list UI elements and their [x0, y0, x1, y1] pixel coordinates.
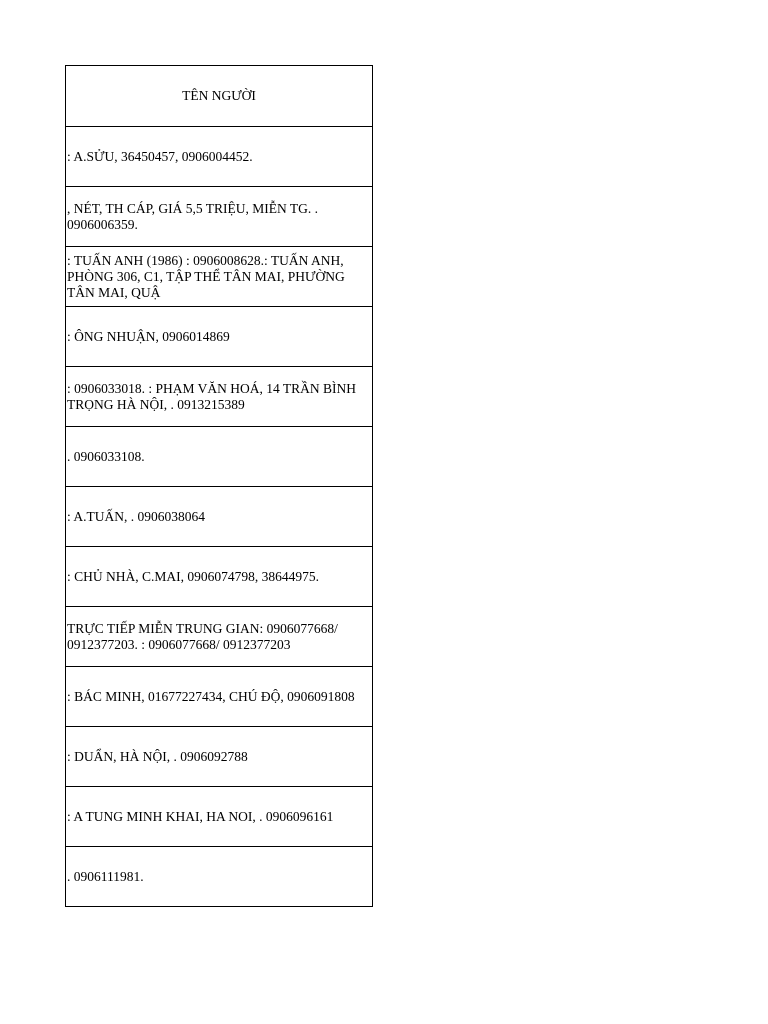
table-row: [66, 247, 373, 307]
table-cell: . 0906033108.: [66, 427, 373, 487]
table-cell: : A TUNG MINH KHAI, HA NOI, . 0906096161: [66, 787, 373, 847]
table-row: [66, 487, 373, 547]
table-row: [66, 667, 373, 727]
column-header-ten-nguoi: TÊN NGƯỜI: [66, 66, 373, 127]
table-cell: : A.SỬU, 36450457, 0906004452.: [66, 127, 373, 187]
table-cell: : BÁC MINH, 01677227434, CHÚ ĐỘ, 0906091808: [66, 667, 373, 727]
table-cell: : ÔNG NHUẬN, 0906014869: [66, 307, 373, 367]
table-cell: , NÉT, TH CÁP, GIÁ 5,5 TRIỆU, MIỄN TG. . 0906006359.: [66, 187, 373, 247]
table-cell: : 0906033018. : PHẠM VĂN HOÁ, 14 TRẦN BÌNH TRỌNG HÀ NỘI, . 0913215389: [66, 367, 373, 427]
table-cell: . 0906111981.: [66, 847, 373, 907]
contact-table: [65, 65, 373, 907]
table-row: [66, 367, 373, 427]
table-cell: : TUẤN ANH (1986) : 0906008628.: TUẤN ANH, PHÒNG 306, C1, TẬP THỂ TÂN MAI, PHƯỜNG TÂN MAI, QUẬ: [66, 247, 373, 307]
table-cell: : DUẨN, HÀ NỘI, . 0906092788: [66, 727, 373, 787]
table-header-row: [66, 66, 373, 127]
table-cell: TRỰC TIẾP MIỄN TRUNG GIAN: 0906077668/ 0912377203. : 0906077668/ 0912377203: [66, 607, 373, 667]
table-cell: : CHỦ NHÀ, C.MAI, 0906074798, 38644975.: [66, 547, 373, 607]
table-row: [66, 607, 373, 667]
table-row: [66, 847, 373, 907]
table-row: [66, 727, 373, 787]
table-row: [66, 187, 373, 247]
table-row: [66, 427, 373, 487]
table-row: [66, 547, 373, 607]
table-row: [66, 787, 373, 847]
table-row: [66, 307, 373, 367]
table-row: [66, 127, 373, 187]
table-cell: : A.TUẤN, . 0906038064: [66, 487, 373, 547]
